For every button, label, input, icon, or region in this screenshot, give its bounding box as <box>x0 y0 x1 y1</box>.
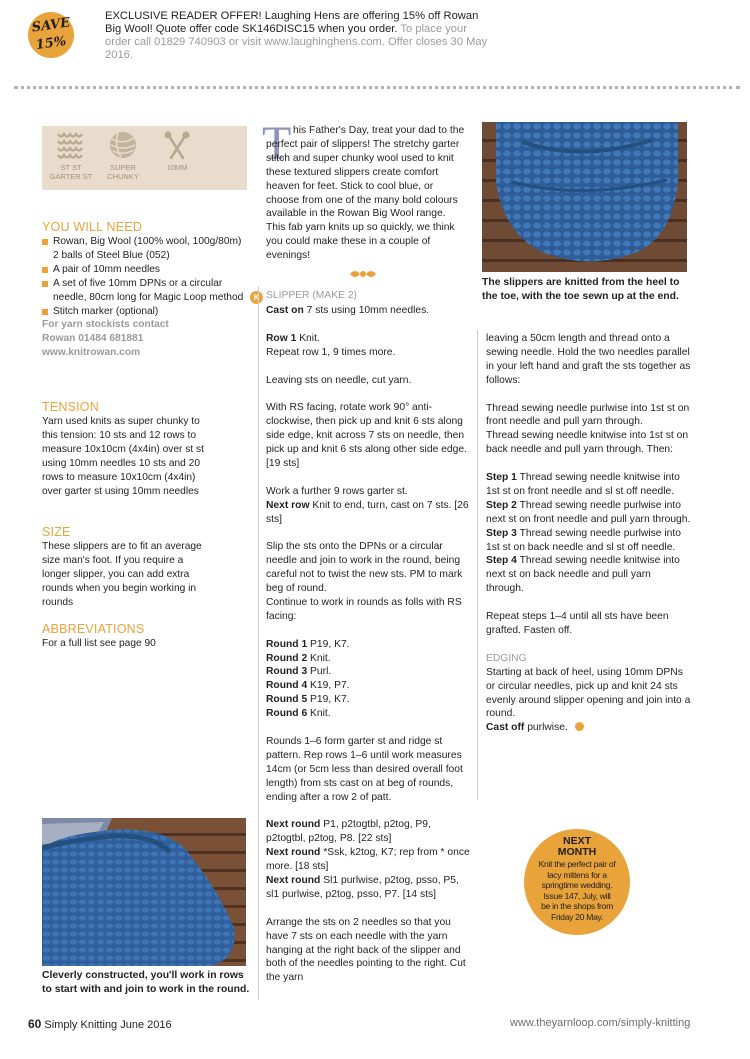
next-month-body: Knit the perfect pair of lacy mittens for a springtime wedding. Issue 147, July, will be in the shops from Friday 20 May. <box>538 859 616 922</box>
slipper-photo-rows <box>42 818 246 966</box>
yarn-label-1: SUPER <box>110 163 136 172</box>
step-line: Step 3 Thread sewing needle purlwise into 1st st on back needle and sl st off needle. <box>486 527 681 553</box>
magazine-issue: Simply Knitting June 2016 <box>44 1019 172 1031</box>
dropcap: T <box>262 117 292 170</box>
ornament-icon <box>348 267 378 281</box>
round-line: Round 2 Knit. <box>266 652 331 664</box>
pattern-info-box <box>42 126 247 190</box>
knit-badge-icon: K <box>250 291 263 304</box>
needles-label: 10MM <box>166 163 188 172</box>
abbreviations-text: For a full list see page 90 <box>42 638 156 649</box>
you-will-need-heading: YOU WILL NEED <box>42 220 143 234</box>
list-item: A pair of 10mm needles <box>42 263 252 277</box>
save-badge-line1: SAVE <box>30 15 72 36</box>
pattern-column-middle: Cast on 7 sts using 10mm needles. Row 1 Knit. Repeat row 1, 9 times more. Leaving sts on needle, cut yarn. With RS facing, rotate work 90° anti-clockwise, then pick up and knit 6 sts along side edge, knit across 7 sts on needle, then pick up and knit 6 sts along other side edge. [19 sts] Work a further 9 rows garter st. Next row Knit to end, turn, cast on 7 sts. [26 sts] Slip the sts onto the DPNs or a circular needle and join to work in the round, being careful not to twist the new sts. PM to mark beg of round. Continue to work in rounds as folls with RS facing: Round 1 P19, K7. Round 2 Knit. Round 3 Purl. Round 4 K19, P7. Round 5 P19, K7. Round 6 Knit. Rounds 1–6 form garter st and ridge st pattern. Rep rows 1–6 until work measures 14cm (or 5cm less than desired overall foot length) from sts cast on at beg of rounds, ending after a row 2 of patt. Next round P1, p2togtbl, p2tog, P9, p2togtbl, p2tog, P8. [22 sts] Next round *Ssk, k2tog, K7; rep from * once more. [18 sts] Next round Sl1 purlwise, p2tog, psso, P5, sl1 purlwise, p2tog, psso, P7. [14 sts] Arrange the sts on 2 needles so that you have 7 sts on each needle with the yarn hanging at the right back of the slipper and both of the needles pointing to the right. Cut the yarn <box>266 305 470 984</box>
size-text: These slippers are to fit an average size man's foot. If you require a longer slipper, you can add extra rounds when you begin working in rounds <box>42 541 202 608</box>
round-line: Round 6 Knit. <box>266 708 331 720</box>
yarn-ball-icon <box>107 130 139 160</box>
list-item: A set of five 10mm DPNs or a circular needle, 80cm long for Magic Loop method <box>42 277 252 305</box>
stitch-label-2: GARTER ST <box>49 172 93 181</box>
column-divider <box>258 286 259 1000</box>
tension-text: Yarn used knits as super chunky to this tension: 10 sts and 12 rows to measure 10x10cm (4x4in) over st st using 10mm needles 10 sts and 20 rows to measure 10x10cm (4x4in) over garter st using 10mm needles <box>42 416 204 497</box>
tension-heading: TENSION <box>42 400 99 414</box>
abbreviations-heading: ABBREVIATIONS <box>42 622 145 636</box>
stockists-link[interactable]: www.knitrowan.com <box>42 347 141 359</box>
slipper-photo-toe <box>482 122 687 272</box>
next-month-title-2: MONTH <box>557 846 597 858</box>
step-line: Step 4 Thread sewing needle knitwise into next st on back needle and pull yarn through. <box>486 555 680 595</box>
step-line: Step 1 Thread sewing needle knitwise into 1st st on front needle and sl st off needle. <box>486 472 680 497</box>
size-heading: SIZE <box>42 525 71 539</box>
offer-grey: To place your order call 01829 740903 or visit www.laughinghens.com. Offer closes 30 May 2016. <box>105 23 488 61</box>
abbreviations-section <box>42 622 242 651</box>
stockists-line-2: Rowan 01484 681881 <box>42 333 144 345</box>
stitch-icon <box>54 130 88 160</box>
stitch-label-1: ST ST <box>60 163 82 172</box>
next-month-badge <box>524 829 630 935</box>
pattern-column-right: leaving a 50cm length and thread onto a sewing needle. Hold the two needles parallel in your left hand and graft the sts together as follows: Thread sewing needle purlwise into 1st st on front needle and pull yarn through. Thread sewing needle knitwise into 1st st on back needle and pull yarn through. Then: Step 1 Thread sewing needle knitwise into 1st st on front needle and sl st off needle. Step 2 Thread sewing needle purlwise into next st on front needle and pull yarn through. Step 3 Thread sewing needle purlwise into 1st st on back needle and sl st off needle. Step 4 Thread sewing needle knitwise into next st on back needle and pull yarn through. Repeat steps 1–4 until all sts have been grafted. Fasten off. EDGING Starting at back of heel, using 10mm DPNs or circular needles, pick up and knit 24 sts evenly around slipper opening and join into a round. Cast off purlwise. <box>486 333 691 734</box>
yarn-label-2: CHUNKY <box>107 172 139 181</box>
needles-cell <box>152 130 202 172</box>
stockists-line-1: For yarn stockists contact <box>42 319 169 331</box>
column-divider <box>477 330 478 800</box>
offer-lead: EXCLUSIVE READER OFFER! <box>105 10 262 22</box>
next-round-line: Next round *Ssk, k2tog, K7; rep from * once more. [18 sts] <box>266 847 470 873</box>
next-round-line: Next round P1, p2togtbl, p2tog, P9, p2togtbl, p2tog, P8. [22 sts] <box>266 819 431 845</box>
offer-text <box>105 10 495 62</box>
caption-bottom-left: Cleverly constructed, you'll work in rows to start with and join to work in the round. <box>42 970 250 995</box>
you-will-need-section <box>42 220 252 360</box>
round-line: Round 5 P19, K7. <box>266 694 350 706</box>
next-round-line: Next round Sl1 purlwise, p2tog, psso, P5, sl1 purlwise, p2tog, psso, P7. [14 sts] <box>266 875 459 900</box>
size-section <box>42 525 210 610</box>
stitch-cell <box>46 130 96 181</box>
list-item: Stitch marker (optional) <box>42 305 252 319</box>
slipper-heading: SLIPPER (MAKE 2) <box>266 290 357 301</box>
footer-url[interactable]: www.theyarnloop.com/simply-knitting <box>510 1017 691 1029</box>
offer-bold: Laughing Hens are offering 15% off Rowan Big Wool! Quote offer code SK146DISC15 when you order. <box>105 10 479 35</box>
end-mark-icon <box>575 722 584 731</box>
dotted-divider <box>14 86 740 89</box>
edging-heading: EDGING <box>486 652 527 664</box>
intro-text: his Father's Day, treat your dad to the perfect pair of slippers! The stretchy garter stitch and super chunky wool used to knit these textured slippers create comfort heaven for feet. Stick to cool blue, or choose from one of the many bold colours available in the Rowan Big Wool range. This fab yarn knits up so quickly, we think you could make these in a couple of evenings! <box>266 125 465 262</box>
next-month-title-1: NEXT <box>562 835 591 847</box>
yarn-cell <box>98 130 148 181</box>
caption-top-right: The slippers are knitted from the heel to the toe, with the toe sewn up at the end. <box>482 277 680 302</box>
round-line: Round 1 P19, K7. <box>266 638 350 650</box>
list-sub-item: 2 balls of Steel Blue (052) <box>53 249 170 261</box>
tension-section <box>42 400 210 498</box>
needles-icon <box>161 130 193 160</box>
save-badge-line2: 15% <box>34 33 68 54</box>
save-badge <box>28 12 74 58</box>
round-line: Round 4 K19, P7. <box>266 680 350 692</box>
step-line: Step 2 Thread sewing needle purlwise into next st on front needle and pull yarn through. <box>486 499 691 525</box>
list-item: Rowan, Big Wool (100% wool, 100g/80m) <box>42 235 252 249</box>
footer-left <box>28 1017 172 1031</box>
round-line: Round 3 Purl. <box>266 666 332 678</box>
page-number: 60 <box>28 1017 42 1031</box>
